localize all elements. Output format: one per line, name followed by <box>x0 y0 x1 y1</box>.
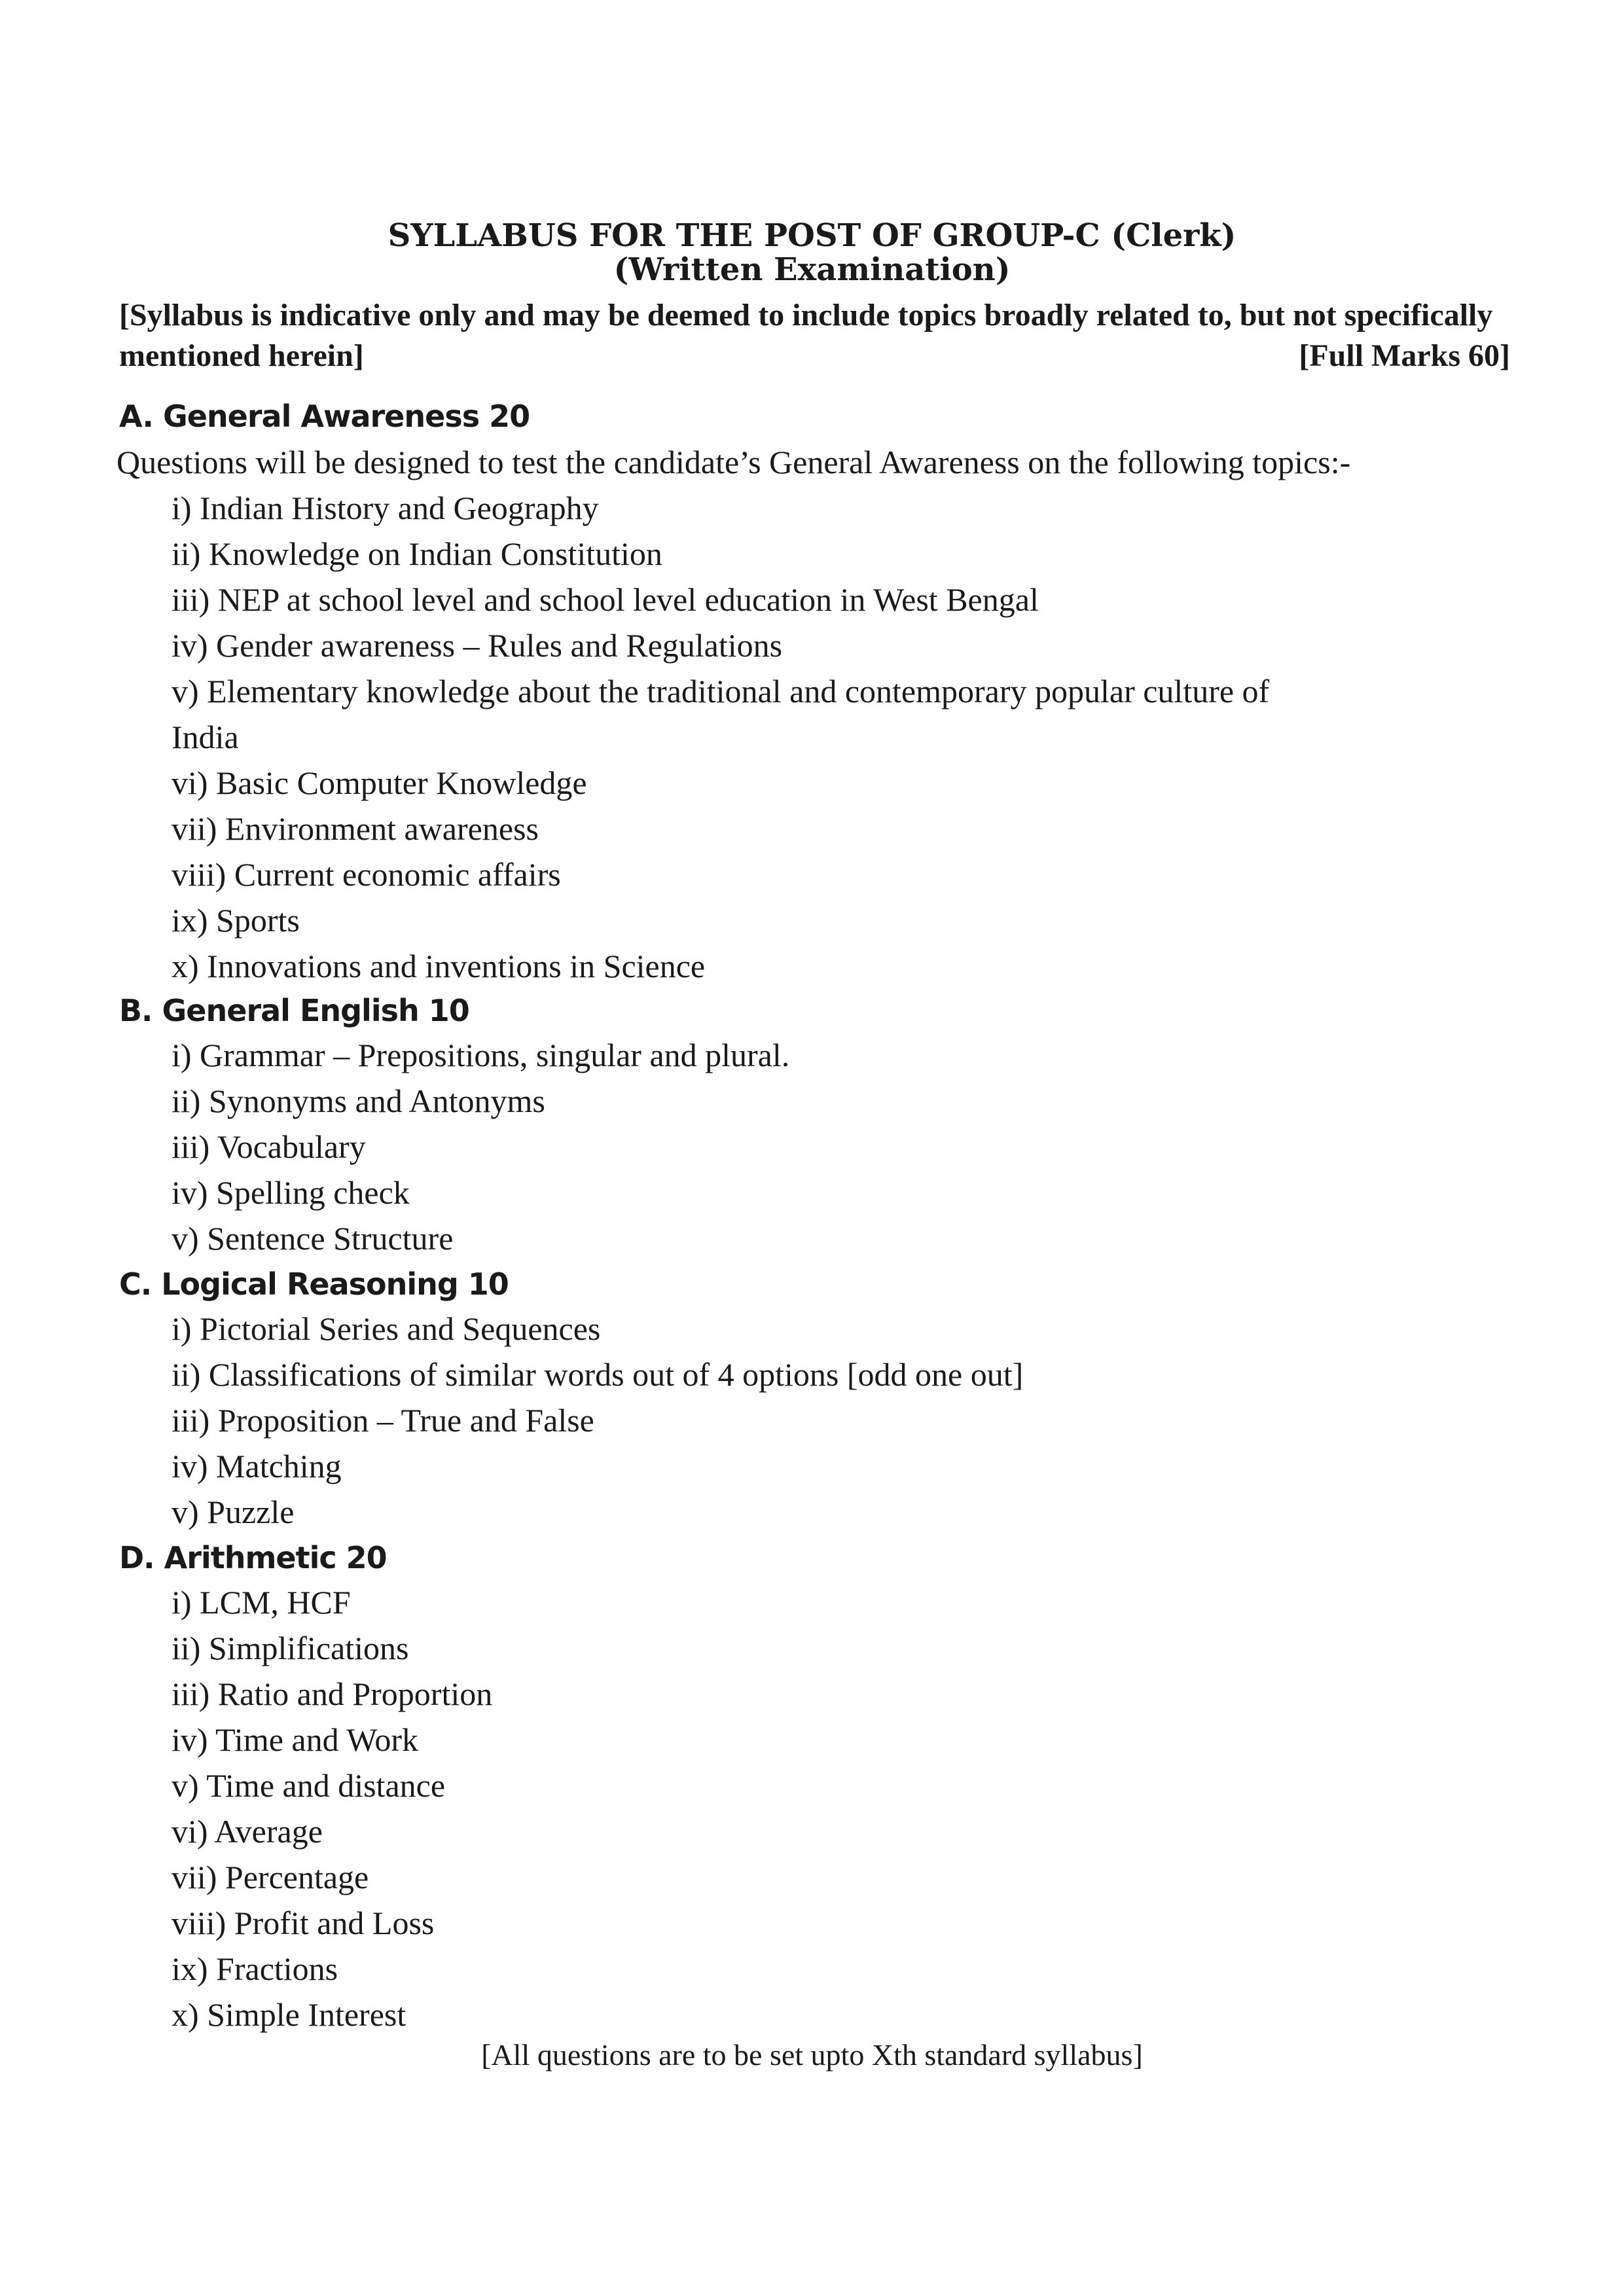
section-b-heading: B. General English 10 <box>119 993 469 1028</box>
list-item: vi) Basic Computer Knowledge <box>171 764 587 801</box>
list-item: ix) Sports <box>171 902 300 939</box>
list-item: ix) Fractions <box>171 1950 338 1987</box>
section-a-intro: Questions will be designed to test the candidate’s General Awareness on the following topics:- <box>117 444 1351 480</box>
list-item: v) Puzzle <box>171 1494 295 1530</box>
list-item: iv) Spelling check <box>171 1174 410 1211</box>
list-item: viii) Current economic affairs <box>171 856 561 893</box>
footer-note: [All questions are to be set upto Xth standard syllabus] <box>481 2038 1143 2072</box>
list-item: v) Sentence Structure <box>171 1220 454 1257</box>
list-item: vii) Percentage <box>171 1859 369 1895</box>
list-item: iii) Vocabulary <box>171 1128 366 1165</box>
syllabus-note-line-2: mentioned herein] <box>119 338 364 373</box>
list-item: vii) Environment awareness <box>171 810 539 847</box>
list-item: i) Grammar – Prepositions, singular and plural. <box>171 1037 790 1073</box>
list-item: i) LCM, HCF <box>171 1584 351 1621</box>
list-item: ii) Classifications of similar words out of 4 options [odd one out] <box>171 1356 1024 1393</box>
list-item: i) Pictorial Series and Sequences <box>171 1310 601 1347</box>
full-marks: [Full Marks 60] <box>1299 338 1510 373</box>
list-item: x) Innovations and inventions in Science <box>171 948 706 984</box>
list-item: iv) Gender awareness – Rules and Regulations <box>171 627 783 664</box>
list-item: ii) Knowledge on Indian Constitution <box>171 535 662 572</box>
section-a-heading: A. General Awareness 20 <box>119 399 530 434</box>
list-item: ii) Simplifications <box>171 1630 409 1666</box>
list-item: v) Time and distance <box>171 1767 446 1804</box>
page-subtitle: (Written Examination) <box>613 251 1011 288</box>
list-item: iii) Ratio and Proportion <box>171 1676 493 1712</box>
list-item: vi) Average <box>171 1813 323 1850</box>
list-item: viii) Profit and Loss <box>171 1905 435 1941</box>
section-c-heading: C. Logical Reasoning 10 <box>119 1266 509 1302</box>
section-d-heading: D. Arithmetic 20 <box>119 1540 387 1575</box>
syllabus-note-line-1: [Syllabus is indicative only and may be deemed to include topics broadly related to, but not specifically <box>119 298 1493 332</box>
list-item: iv) Matching <box>171 1448 342 1484</box>
list-item: v) Elementary knowledge about the traditional and contemporary popular culture of <box>171 673 1270 709</box>
list-item: x) Simple Interest <box>171 1996 406 2033</box>
list-item: i) Indian History and Geography <box>171 490 599 526</box>
page-title: SYLLABUS FOR THE POST OF GROUP-C (Clerk) <box>388 217 1236 254</box>
list-item: India <box>171 719 239 755</box>
list-item: iii) Proposition – True and False <box>171 1402 594 1439</box>
list-item: iv) Time and Work <box>171 1721 419 1758</box>
list-item: ii) Synonyms and Antonyms <box>171 1083 545 1119</box>
list-item: iii) NEP at school level and school level education in West Bengal <box>171 581 1039 618</box>
